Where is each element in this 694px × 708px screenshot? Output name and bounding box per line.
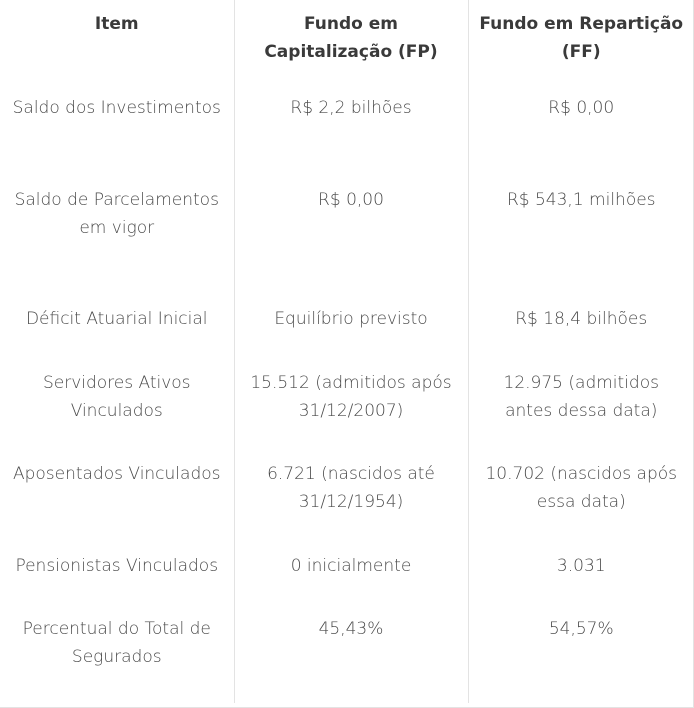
row-item-cell: Servidores Ativos Vinculados	[42, 373, 191, 421]
row-item-cell: Déficit Atuarial Inicial	[25, 309, 208, 329]
row-fp-cell: 15.512 (admitidos após 31/12/2007)	[234, 367, 468, 458]
table-row	[0, 613, 694, 703]
table-row	[0, 458, 694, 550]
row-fp-cell: R$ 0,00	[234, 184, 468, 303]
row-ff-cell: 10.702 (nascidos após essa data)	[468, 458, 694, 550]
table-row	[0, 303, 694, 367]
table-row	[0, 550, 694, 613]
row-item-cell: Aposentados Vinculados	[12, 464, 221, 484]
row-fp-cell: 0 inicialmente	[234, 550, 468, 613]
row-item-cell: Saldo de Parcelamentos em vigor	[14, 190, 219, 238]
row-ff-cell: 12.975 (admitidos antes dessa data)	[468, 367, 694, 458]
row-ff-cell: 54,57%	[468, 613, 694, 703]
row-ff-cell: R$ 0,00	[468, 92, 694, 184]
row-ff-cell: 3.031	[468, 550, 694, 613]
row-item-cell: Pensionistas Vinculados	[15, 556, 219, 576]
row-ff-cell: R$ 543,1 milhões	[468, 184, 694, 303]
table-row	[0, 367, 694, 458]
header-capitalization-fund: Fundo em Capitalização (FP)	[234, 0, 468, 92]
row-fp-cell: R$ 2,2 bilhões	[234, 92, 468, 184]
table-header-row	[0, 0, 694, 92]
row-fp-cell: 6.721 (nascidos até 31/12/1954)	[234, 458, 468, 550]
row-ff-cell: R$ 18,4 bilhões	[468, 303, 694, 367]
table-row	[0, 92, 694, 184]
row-item-cell: Saldo dos Investimentos	[12, 98, 221, 118]
row-fp-cell: 45,43%	[234, 613, 468, 703]
table-row	[0, 184, 694, 303]
header-item: Item	[94, 14, 139, 34]
header-repartition-fund: Fundo em Repartição (FF)	[468, 0, 694, 92]
row-fp-cell: Equilíbrio previsto	[234, 303, 468, 367]
row-item-cell: Percentual do Total de Segurados	[22, 619, 211, 667]
